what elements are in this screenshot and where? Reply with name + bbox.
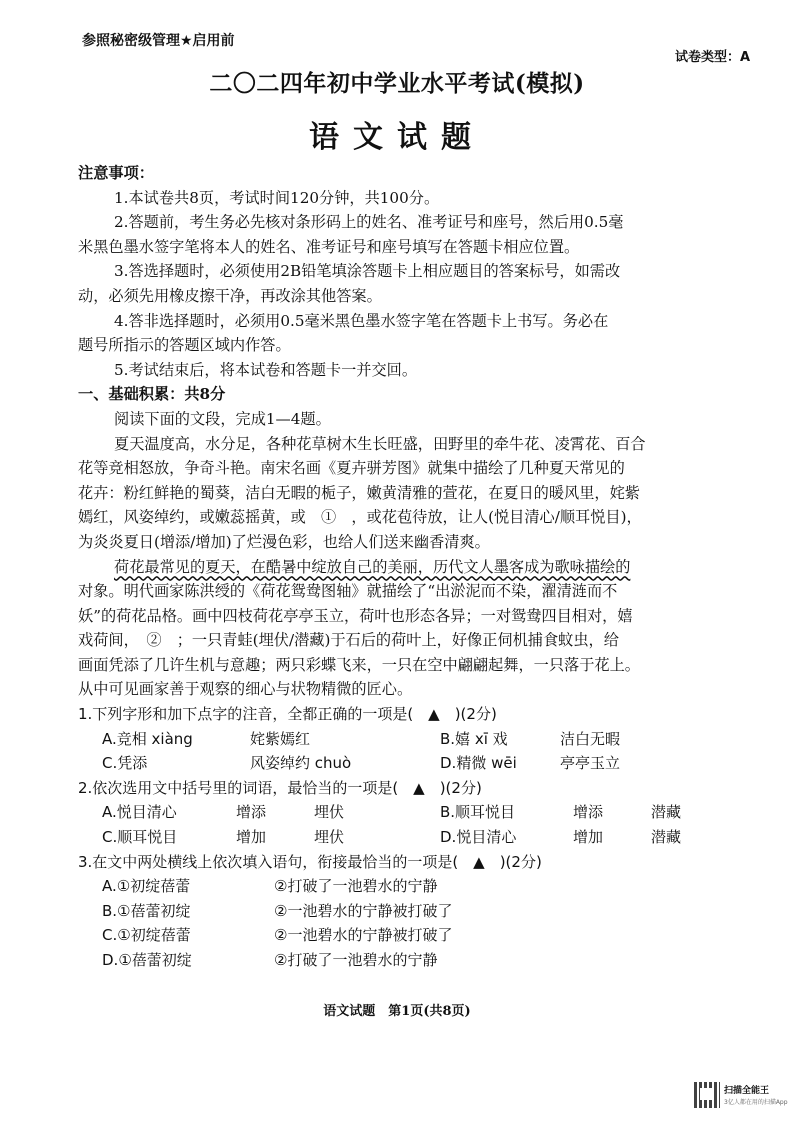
notes-heading: 注意事项： <box>78 164 154 182</box>
passage-line: 戏荷间， ② ；一只青蛙(埋伏/潜藏)于石后的荷叶上，好像正伺机捕食蚊虫，给 <box>78 631 619 650</box>
paper-type-label: 试卷类型：A <box>674 50 750 65</box>
passage-line: 妖”的荷花品格。画中四枝荷花亭亭玉立，荷叶也形态各异；一对鸳鸯四目相对，嬉 <box>78 606 633 625</box>
option-d-word2: 增加 <box>573 828 604 847</box>
option-b-word: 洁白无暇 <box>560 729 621 748</box>
option-d[interactable]: D.①蓓蕾初绽 <box>102 951 192 969</box>
option-a-word: 姹紫嫣红 <box>250 729 311 748</box>
passage-line: 从中可见画家善于观察的细心与状物精微的匠心。 <box>78 680 413 699</box>
wavy-underlined-sentence: 荷花最常见的夏天，在酷暑中绽放自己的美丽，历代文人墨客成为歌咏描绘的 <box>114 557 631 576</box>
question-3-option-row <box>78 948 758 973</box>
note-line: 4.答非选择题时，必须用0.5毫米黑色墨水签字笔在答题卡上书写。务必在 <box>114 311 609 330</box>
option-b[interactable]: B.嬉 xī 戏 <box>440 729 508 748</box>
note-line: 米黑色墨水签字笔将本人的姓名、准考证号和座号填写在答题卡相应位置。 <box>78 237 580 256</box>
note-line: 题号所指示的答题区域内作答。 <box>78 336 291 355</box>
option-c[interactable]: C.顺耳悦目 <box>102 828 178 847</box>
option-c[interactable]: C.凭添 <box>102 754 148 773</box>
section-intro: 阅读下面的文段，完成1—4题。 <box>114 409 331 428</box>
option-d-second: ②打破了一池碧水的宁静 <box>274 951 438 969</box>
note-line: 2.答题前，考生务必先核对条形码上的姓名、准考证号和座号，然后用0.5毫 <box>114 213 624 232</box>
subject-title: 语文试题 <box>309 120 485 155</box>
question-2-stem: 2.依次选用文中括号里的词语，最恰当的一项是( ▲ )(2分) <box>78 778 482 797</box>
exam-body <box>78 161 758 973</box>
option-a[interactable]: A.①初绽蓓蕾 <box>102 877 191 896</box>
option-a[interactable]: A.悦目清心 <box>102 803 177 822</box>
qr-code-center <box>700 1088 712 1100</box>
note-line: 1.本试卷共8页，考试时间120分钟，共100分。 <box>114 188 440 207</box>
option-a-word3: 埋伏 <box>314 803 345 822</box>
note-line: 动，必须先用橡皮擦干净，再改涂其他答案。 <box>78 286 382 305</box>
option-c[interactable]: C.①初绽蓓蕾 <box>102 926 191 945</box>
question-2-options-row <box>78 825 758 850</box>
passage-line: 花卉：粉红鲜艳的蜀葵，洁白无暇的栀子，嫩黄清雅的萱花，在夏日的暖风里，姹紫 <box>78 483 640 502</box>
question-1-options-row <box>78 727 758 752</box>
passage-line: 为炎炎夏日(增添/增加)了烂漫色彩，也给人们送来幽香清爽。 <box>78 532 490 551</box>
note-line: 3.答选择题时，必须使用2B铅笔填涂答题卡上相应题目的答案标号，如需改 <box>114 262 621 281</box>
option-d[interactable]: D.精微 wēi <box>440 754 517 773</box>
passage-line: 对象。明代画家陈洪绶的《荷花鸳鸯图轴》就描绘了“出淤泥而不染，濯清涟而不 <box>78 582 618 601</box>
note-line: 5.考试结束后，将本试卷和答题卡一并交回。 <box>114 360 418 379</box>
scanner-brand: 扫描全能王 <box>724 1086 770 1096</box>
option-d-word3: 潜藏 <box>651 828 682 847</box>
confidentiality-label: 参照秘密级管理★启用前 <box>82 33 235 49</box>
option-b-word2: 增添 <box>573 803 604 822</box>
question-2-options-row <box>78 800 758 825</box>
option-a-second: ②打破了一池碧水的宁静 <box>274 877 438 896</box>
section-heading: 一、基础积累：共8分 <box>78 385 226 404</box>
exam-title: 二〇二四年初中学业水平考试(模拟) <box>209 70 585 97</box>
question-3-stem: 3.在文中两处横线上依次填入语句，衔接最恰当的一项是( ▲ )(2分) <box>78 852 542 871</box>
question-1-stem: 1.下列字形和加下点字的注音，全都正确的一项是( ▲ )(2分) <box>78 705 497 724</box>
option-d-word: 亭亭玉立 <box>560 754 621 773</box>
option-a[interactable]: A.竞相 xiàng <box>102 729 193 748</box>
question-3-option-row <box>78 874 758 899</box>
passage-line-wavy <box>78 555 758 580</box>
passage-line: 嫣红，风姿绰约，或嫩蕊摇黄，或 ① ，或花苞待放，让人(悦目清心/顺耳悦目)， <box>78 508 642 527</box>
option-c-second: ②一池碧水的宁静被打破了 <box>274 926 453 945</box>
passage-line: 画面凭添了几许生机与意趣；两只彩蝶飞来，一只在空中翩翩起舞，一只落于花上。 <box>78 655 640 674</box>
scanner-tagline: 3亿人都在用的扫描App <box>724 1099 788 1106</box>
page-footer: 语文试题 第1页(共8页) <box>323 1004 471 1019</box>
option-c-word: 风姿绰约 chuò <box>250 754 352 773</box>
option-d[interactable]: D.悦目清心 <box>440 828 517 847</box>
option-b-second: ②一池碧水的宁静被打破了 <box>274 901 453 920</box>
question-3-option-row <box>78 899 758 924</box>
passage-line: 夏天温度高，水分足，各种花草树木生长旺盛，田野里的牵牛花、凌霄花、百合 <box>114 434 646 453</box>
passage-line: 花等竞相怒放，争奇斗艳。南宋名画《夏卉骈芳图》就集中描绘了几种夏天常见的 <box>78 459 625 478</box>
option-c-word2: 增加 <box>236 828 267 847</box>
option-b[interactable]: B.①蓓蕾初绽 <box>102 901 191 920</box>
option-c-word3: 埋伏 <box>314 828 345 847</box>
option-b-word3: 潜藏 <box>651 803 682 822</box>
question-3-option-row <box>78 923 758 948</box>
option-b[interactable]: B.顺耳悦目 <box>440 803 516 822</box>
question-1-options-row <box>78 751 758 776</box>
option-a-word2: 增添 <box>236 803 267 822</box>
